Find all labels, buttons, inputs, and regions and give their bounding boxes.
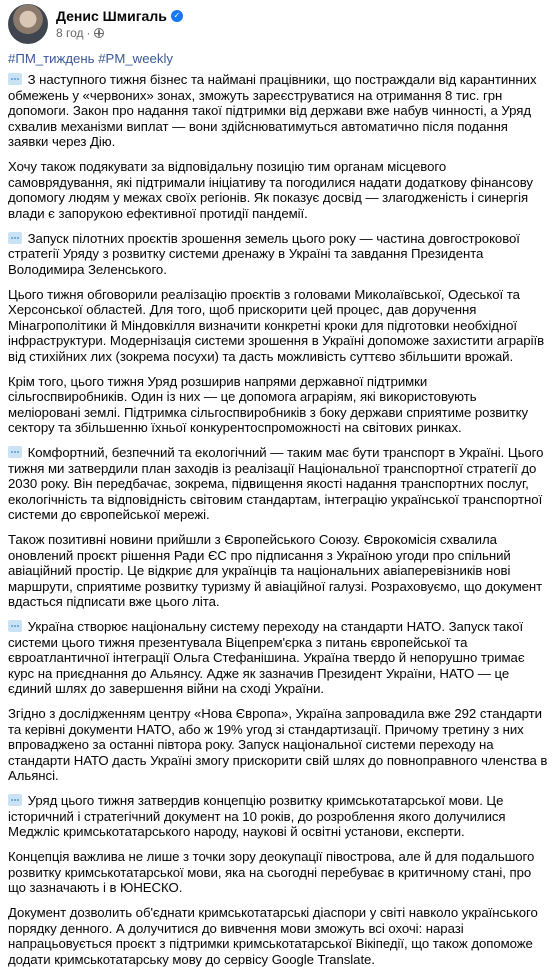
author-name[interactable]: Денис Шмигаль [56,8,167,24]
hashtag-link[interactable]: #ПМ_тиждень [8,51,95,66]
post-paragraph [8,72,550,150]
post-paragraph [8,706,550,784]
separator-dot: · [86,26,91,40]
post-paragraph [8,619,550,697]
verified-badge-icon: ✓ [171,10,183,22]
post-timestamp[interactable]: 8 год [56,26,84,40]
post-header [8,4,550,44]
author-avatar[interactable] [8,4,48,44]
paragraph-text: Запуск пілотних проєктів зрошення земель цього року — частина довгострокової стратегії Уряду з розвитку системи дренажу в Україні та завдання Президента Володимира Зеленського. [8,230,520,277]
paragraph-text: Документ дозволить об'єднати кримськотатарські діаспори у світі навколо українського порядку денного. А долучитися до вивчення мови зможуть всі охочі: наразі напрацьовується проєкт з підтримки кримськотатарської Вікіпедії, що також допоможе додати кримськотатарську мову до сервісу Google Translate. [8,905,538,967]
post-hashtags [8,50,550,67]
speech-bubble-emoji-icon [8,73,22,85]
paragraph-text: Згідно з дослідженням центру «Нова Європа», Україна запровадила вже 292 стандарти та керівні документи НАТО, або ж 19% угод зі стандартизації. Причому третину з них впроваджено за останні півтора року. Запуск національної системи переходу на стандарти НАТО дасть Україні змогу прискорити свій шлях до повноправного членства в Альянсі. [8,706,548,783]
post-paragraph [8,905,550,967]
paragraph-text: Крім того, цього тижня Уряд розширив напрями державної підтримки сільгоспвиробників. Один із них — це допомога аграріям, які використовують меліоровані землі. Підтримка сільгоспвиробників з боку держави сприятиме розвитку сектору та збільшенню їхньої конкурентоспроможності на світових ринках. [8,373,528,435]
speech-bubble-emoji-icon [8,794,22,806]
post-time-row [56,26,183,40]
paragraph-text: Також позитивні новини прийшли з Європейського Союзу. Єврокомісія схвалила оновлений проєкт рішення Ради ЄС про підписання з Україною угоди про спільний авіаційний простір. Це відкриє для українців та національних авіаперевізників нові маршрути, сприятиме розвитку туризму й авіаційної галузі. Розраховуємо, що документ вдасться підписати вже цього літа. [8,532,543,609]
post-paragraph [8,793,550,840]
post-paragraph [8,532,550,610]
paragraph-text: Уряд цього тижня затвердив концепцію розвитку кримськотатарської мови. Це історичний і стратегічний документ на 10 років, до розроблення якого долучилися Меджліс кримськотатарського народу, наукові й освітні установи, експерти. [8,793,506,839]
post-meta [56,8,183,40]
paragraph-text: З наступного тижня бізнес та наймані працівники, що постраждали від карантинних обмежень у «червоних» зонах, зможуть зареєструватися на отримання 8 тис. грн допомоги. Закон про надання такої підтримки від держави вже набув чинності, а Уряд схвалив механізми виплат — вони здійснюватимуться автоматично після подання заявки через Дію. [8,72,537,149]
paragraph-text: Хочу також подякувати за відповідальну позицію тим органам місцевого самоврядування, які підтримали ініціативу та погодилися надати додаткову фінансову допомогу людям у межах своїх регіонів. Як показує досвід — злагодженість і синергія влади є запорукою ефективної протидії пандемії. [8,159,533,221]
speech-bubble-emoji-icon [8,620,22,632]
post-paragraph [8,159,550,221]
speech-bubble-emoji-icon [8,446,22,458]
author-row [56,8,183,24]
post-paragraph [8,231,550,278]
hashtag-link[interactable]: #PM_weekly [98,51,173,66]
post-paragraph [8,445,550,523]
paragraph-text: Україна створює національну систему переходу на стандарти НАТО. Запуск такої системи цього тижня презентувала Віцепрем'єрка з питань європейської та євроатлантичної інтеграції Ольга Стефанішина. Україна твердо й непорушно тримає курс на приєднання до Альянсу. Адже як зазначив Президент України, НАТО — це єдиний шлях до завершення війни на сході України. [8,619,525,696]
post-paragraph [8,374,550,436]
post-paragraph [8,287,550,365]
speech-bubble-emoji-icon [8,232,22,244]
post-body [8,72,550,967]
paragraph-text: Концепція важлива не лише з точки зору деокупації півострова, але й для подальшого розвитку кримськотатарської мови, яка на сьогодні перебуває в критичному стані, про що зазначають і в ЮНЕСКО. [8,849,535,895]
globe-icon[interactable] [94,28,104,38]
paragraph-text: Цього тижня обговорили реалізацію проєктів з головами Миколаївської, Одеської та Херсонської областей. Для того, щоб прискорити цей процес, дав доручення Мінагрополітики й Міндовкілля визначити конкретні кроки для підготовки необхідної інфраструктури. Модернізація системи зрошення в Україні допоможе захистити аграріїв від стихійних лих (зокрема посухи) та дасть можливість суттєво збільшити врожай. [8,286,545,364]
paragraph-text: Комфортний, безпечний та екологічний — таким має бути транспорт в Україні. Цього тижня ми затвердили план заходів із реалізації Національної транспортної стратегії до 2030 року. Він передбачає, зокрема, підвищення якості надання транспортних послуг, екологічність та відповідність світовим стандартам, інтеграцію української транспортної системи до європейської мережі. [8,445,544,522]
post-paragraph [8,849,550,896]
